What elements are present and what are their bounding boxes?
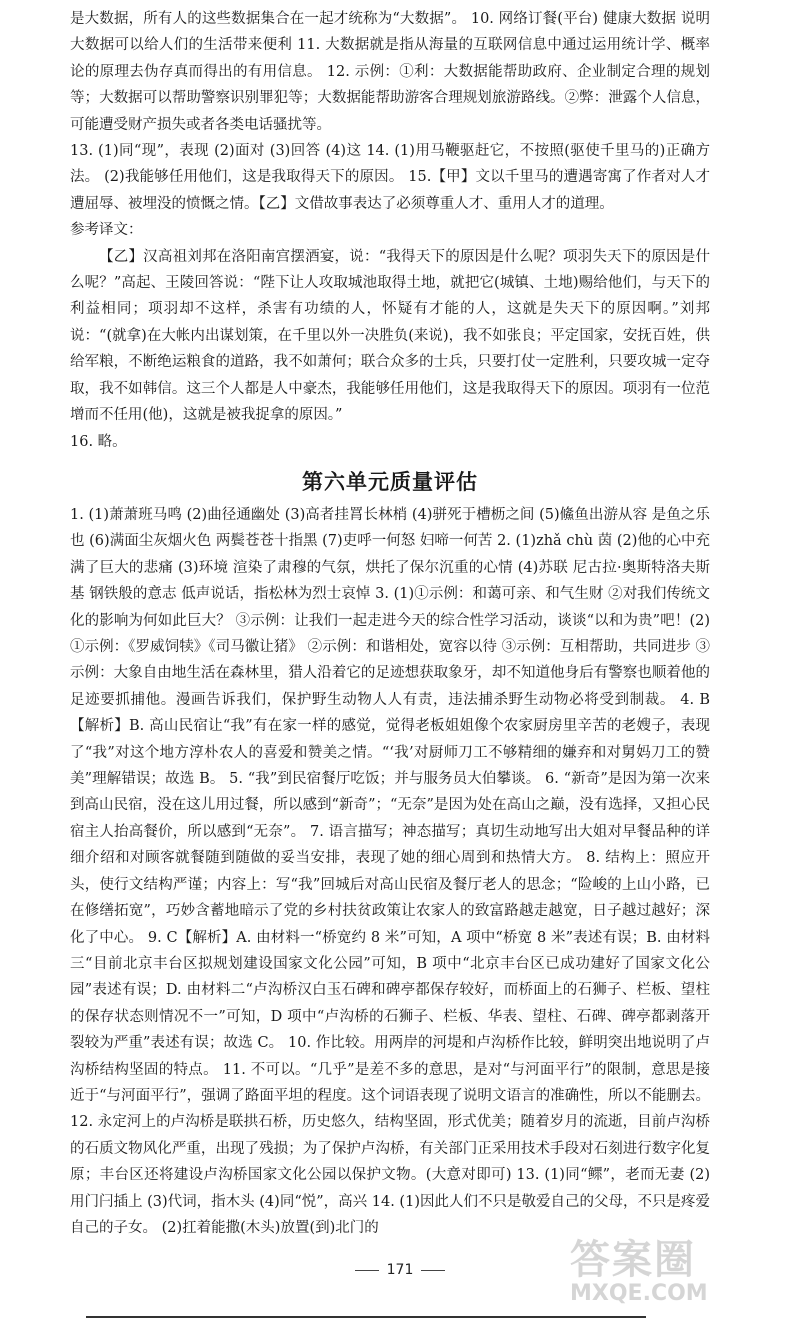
watermark-logo xyxy=(570,1228,730,1320)
section-title: 第六单元质量评估 xyxy=(302,470,478,494)
page-content xyxy=(70,6,710,1282)
unit-six-answers xyxy=(70,502,710,1282)
answer-16: 16. 略。 xyxy=(70,433,127,450)
watermark-main-text: 答案圈 xyxy=(570,1237,696,1283)
bottom-rule xyxy=(86,1316,646,1318)
page-number-left-dash xyxy=(355,1270,379,1271)
page-number-text: 171 xyxy=(386,1262,414,1278)
unit-six-answer-text: 1. (1)萧萧班马鸣 (2)曲径通幽处 (3)高者挂罥长林梢 (4)骈死于槽枥之间 (5)鯈鱼出游从容 是鱼之乐也 (6)满面尘灰烟火色 两鬓苍苍十指黑 (7)吏呼一何怒 妇啼一何苦 2. (1)zhǎ chù 茵 (2)他的心中充满了巨大的悲痛 (3)环境 渲染了肃穆的气氛，烘托了保尔沉重的心情 (4)苏联 尼古拉·奥斯特洛夫斯基 钢铁般的意志 低声说话，指松林为烈士哀悼 3. (1)①示例：和蔼可亲、和气生财 ②对我们传统文化的影响为何如此巨大？ ③示例：让我们一起走进今天的综合性学习活动，谈谈“以和为贵”吧！(2)①示例：《罗威饲犊》《司马徽让猪》 ②示例：和谐相处，宽容以待 ③示例：互相帮助，共同进步 ③示例：大象自由地生活在森林里，猎人沿着它的足迹想获取象牙，却不知道他身后有警察也顺着他的足迹要抓捕他。漫画告诉我们，保护野生动物人人有责，违法捕杀野生动物必将受到制裁。 4. B【解析】B. 高山民宿让“我”有在家一样的感觉，觉得老板姐姐像个农家厨房里辛苦的老嫂子，表现了“我”对这个地方淳朴农人的喜爱和赞美之情。“‘我’对厨师刀工不够精细的嫌弃和对舅妈刀工的赞美”理解错误；故选 B。 5. “我”到民宿餐厅吃饭；并与服务员大伯攀谈。 6. “新奇”是因为第一次来到高山民宿，没在这儿用过餐，所以感到“新奇”；“无奈”是因为处在高山之巅，没有选择，又担心民宿主人抬高餐价，所以感到“无奈”。 7. 语言描写；神态描写；真切生动地写出大姐对早餐品种的详细介绍和对顾客就餐随到随做的妥当安排，表现了她的细心周到和热情大方。 8. 结构上：照应开头，使行文结构严谨；内容上：写“我”回城后对高山民宿及餐厅老人的思念；“险峻的上山小路，已在修缮拓宽”，巧妙含蓄地暗示了党的乡村扶贫政策让农家人的致富路越走越宽，日子越过越好；深化了中心。 9. C【解析】A. 由材料一“桥宽约 8 米”可知，A 项中“桥宽 8 米”表述有误；B. 由材料三“目前北京丰台区拟规划建设国家文化公园”可知，B 项中“北京丰台区已成功建好了国家文化公园”表述有误；D. 由材料二“卢沟桥汉白玉石碑和碑亭都保存较好，而桥面上的石狮子、栏板、望柱的保存状态则情况不一”可知，D 项中“卢沟桥的石狮子、栏板、华表、望柱、石碑、碑亭都剥落开裂较为严重”表述有误；故选 C。 10. 作比较。用两岸的河堤和卢沟桥作比较，鲜明突出地说明了卢沟桥结构坚固的特点。 11. 不可以。“几乎”是差不多的意思，是对“与河面平行”的限制，意思是接近于“与河面平行”，强调了路面平坦的程度。这个词语表现了说明文语言的准确性，所以不能删去。 12. 永定河上的卢沟桥是联拱石桥，历史悠久，结构坚固，形式优美；随着岁月的流逝，目前卢沟桥的石质文物风化严重，出现了残损；为了保护卢沟桥，有关部门正采用技术手段对石刻进行数字化复原；丰台区还将建设卢沟桥国家文化公园以保护文物。(大意对即可) 13. (1)同“鳏”，老而无妻 (2)用门闩插上 (3)代词，指木头 (4)同“悦”，高兴 14. (1)因此人们不只是敬爱自己的父母，不只是疼爱自己的子女。 (2)扛着能撒(木头)放置(到)北门的 xyxy=(70,507,710,1236)
reference-translation-label: 参考译文： xyxy=(70,222,143,239)
reference-translation-text: 【乙】汉高祖刘邦在洛阳南宫摆酒宴，说：“我得天下的原因是什么呢？项羽失天下的原因是什么呢？”高起、王陵回答说：“陛下让人攻取城池取得土地，就把它(城镇、土地)赐给他们，与天下的利益相同；项羽却不这样，杀害有功绩的人，怀疑有才能的人，这就是失天下的原因啊。”刘邦说：“(就拿)在大帐内出谋划策，在千里以外一决胜负(来说)，我不如张良；平定国家，安抚百姓，供给军粮，不断绝运粮食的道路，我不如萧何；联合众多的士兵，只要打仗一定胜利，只要攻城一定夺取，我不如韩信。这三个人都是人中豪杰，我能够任用他们，这是我取得天下的原因。项羽有一位范增而不任用(他)，这就是被我捉拿的原因。” xyxy=(70,248,710,424)
watermark-url-text: MXQE.COM xyxy=(570,1281,708,1306)
answer-paragraph-10-12: 是大数据，所有人的这些数据集合在一起才统称为“大数据”。 10. 网络订餐(平台) 健康大数据 说明大数据可以给人们的生活带来便利 11. 大数据就是指从海量的互联网信息中通过运用统计学、概率论的原理去伪存真而得出的有用信息。 12. 示例：①利：大数据能帮助政府、企业制定合理的规划等；大数据可以帮助警察识别罪犯等；大数据能帮助游客合理规划旅游路线。②弊：泄露个人信息，可能遭受财产损失或者各类电话骚扰等。 xyxy=(70,11,710,133)
answer-paragraph-13-15: 13. (1)同“现”，表现 (2)面对 (3)回答 (4)这 14. (1)用马鞭驱赶它，不按照(驱使千里马的)正确方法。 (2)我能够任用他们，这是我取得天下的原因。 15.【甲】文以千里马的遭遇寄寓了作者对人才遭屈辱、被埋没的愤慨之情。【乙】文借故事表达了必须尊重人才、重用人才的道理。 xyxy=(70,143,710,212)
previous-answers-section xyxy=(70,6,710,462)
page-number-right-dash xyxy=(421,1270,445,1271)
